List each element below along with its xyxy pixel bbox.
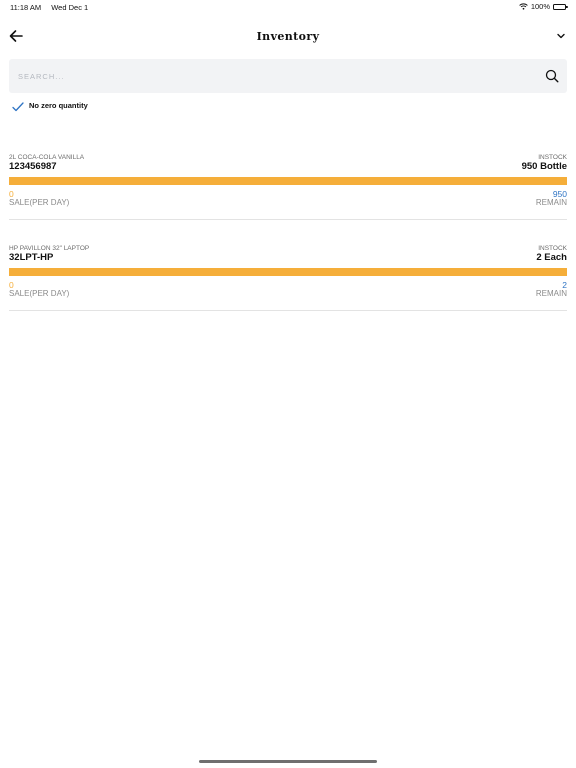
status-time: 11:18 AM: [10, 3, 42, 12]
item-code: 32LPT-HP: [9, 252, 54, 263]
remain-label: REMAIN: [535, 198, 567, 207]
stock-progress-fill: [9, 268, 567, 276]
search-input[interactable]: [9, 59, 529, 93]
instock-label: INSTOCK: [538, 154, 567, 161]
no-zero-quantity-filter[interactable]: [12, 98, 88, 112]
sale-per-day-label: SALE(PER DAY): [9, 289, 70, 298]
filter-label: No zero quantity: [29, 100, 88, 110]
remain-value: 950: [552, 189, 567, 199]
battery-icon: [553, 4, 566, 10]
inventory-item[interactable]: [9, 154, 567, 220]
status-bar: [0, 0, 576, 14]
item-code: 123456987: [9, 161, 57, 172]
stock-progress-bar: [9, 268, 567, 276]
checkmark-icon: [12, 102, 24, 112]
search-icon[interactable]: [545, 69, 559, 83]
status-left: [10, 3, 88, 12]
sale-per-day-label: SALE(PER DAY): [9, 198, 70, 207]
chevron-down-icon[interactable]: [555, 30, 567, 42]
sale-per-day-value: 0: [9, 280, 14, 290]
search-box: [9, 59, 567, 93]
remain-value: 2: [562, 280, 567, 290]
instock-value: 2 Each: [536, 252, 567, 263]
home-indicator[interactable]: [199, 760, 377, 763]
instock-label: INSTOCK: [538, 245, 567, 252]
item-name: 2L COCA-COLA VANILLA: [9, 154, 85, 161]
wifi-icon: [519, 3, 528, 10]
status-date: Wed Dec 1: [51, 3, 89, 12]
inventory-item[interactable]: [9, 245, 567, 311]
item-name: HP PAVILLON 32" LAPTOP: [9, 245, 90, 252]
remain-label: REMAIN: [535, 289, 567, 298]
instock-value: 950 Bottle: [521, 161, 567, 172]
stock-progress-fill: [9, 177, 567, 185]
header: [0, 22, 576, 50]
page-title: Inventory: [256, 30, 320, 43]
stock-progress-bar: [9, 177, 567, 185]
battery-percent: 100%: [530, 2, 550, 11]
sale-per-day-value: 0: [9, 189, 14, 199]
status-right: [519, 2, 566, 11]
